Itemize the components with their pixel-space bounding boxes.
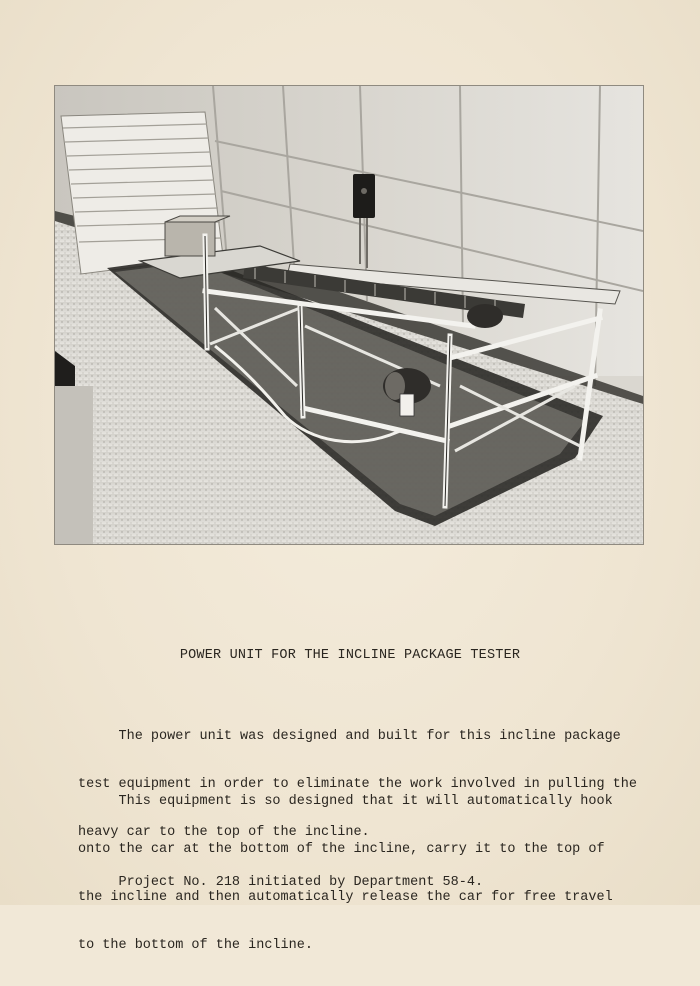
text-line: to the bottom of the incline.: [78, 938, 313, 953]
paragraph-project-note: [78, 843, 648, 923]
text-line: The power unit was designed and built for this incline package: [78, 729, 621, 744]
text-line: heavy car to the top of the incline.: [78, 825, 370, 840]
text-line: onto the car at the bottom of the incline, carry it to the top of: [78, 842, 605, 857]
text-line: This equipment is so designed that it will automatically hook: [78, 794, 613, 809]
text-line: the incline and then automatically release the car for free travel: [78, 890, 613, 905]
text-line: test equipment in order to eliminate the work involved in pulling the: [78, 777, 637, 792]
document-title: POWER UNIT FOR THE INCLINE PACKAGE TESTER: [179, 648, 521, 663]
equipment-photograph: [55, 86, 643, 544]
photo-illustration: [55, 86, 643, 544]
text-line: Project No. 218 initiated by Department 58-4.: [78, 875, 484, 890]
